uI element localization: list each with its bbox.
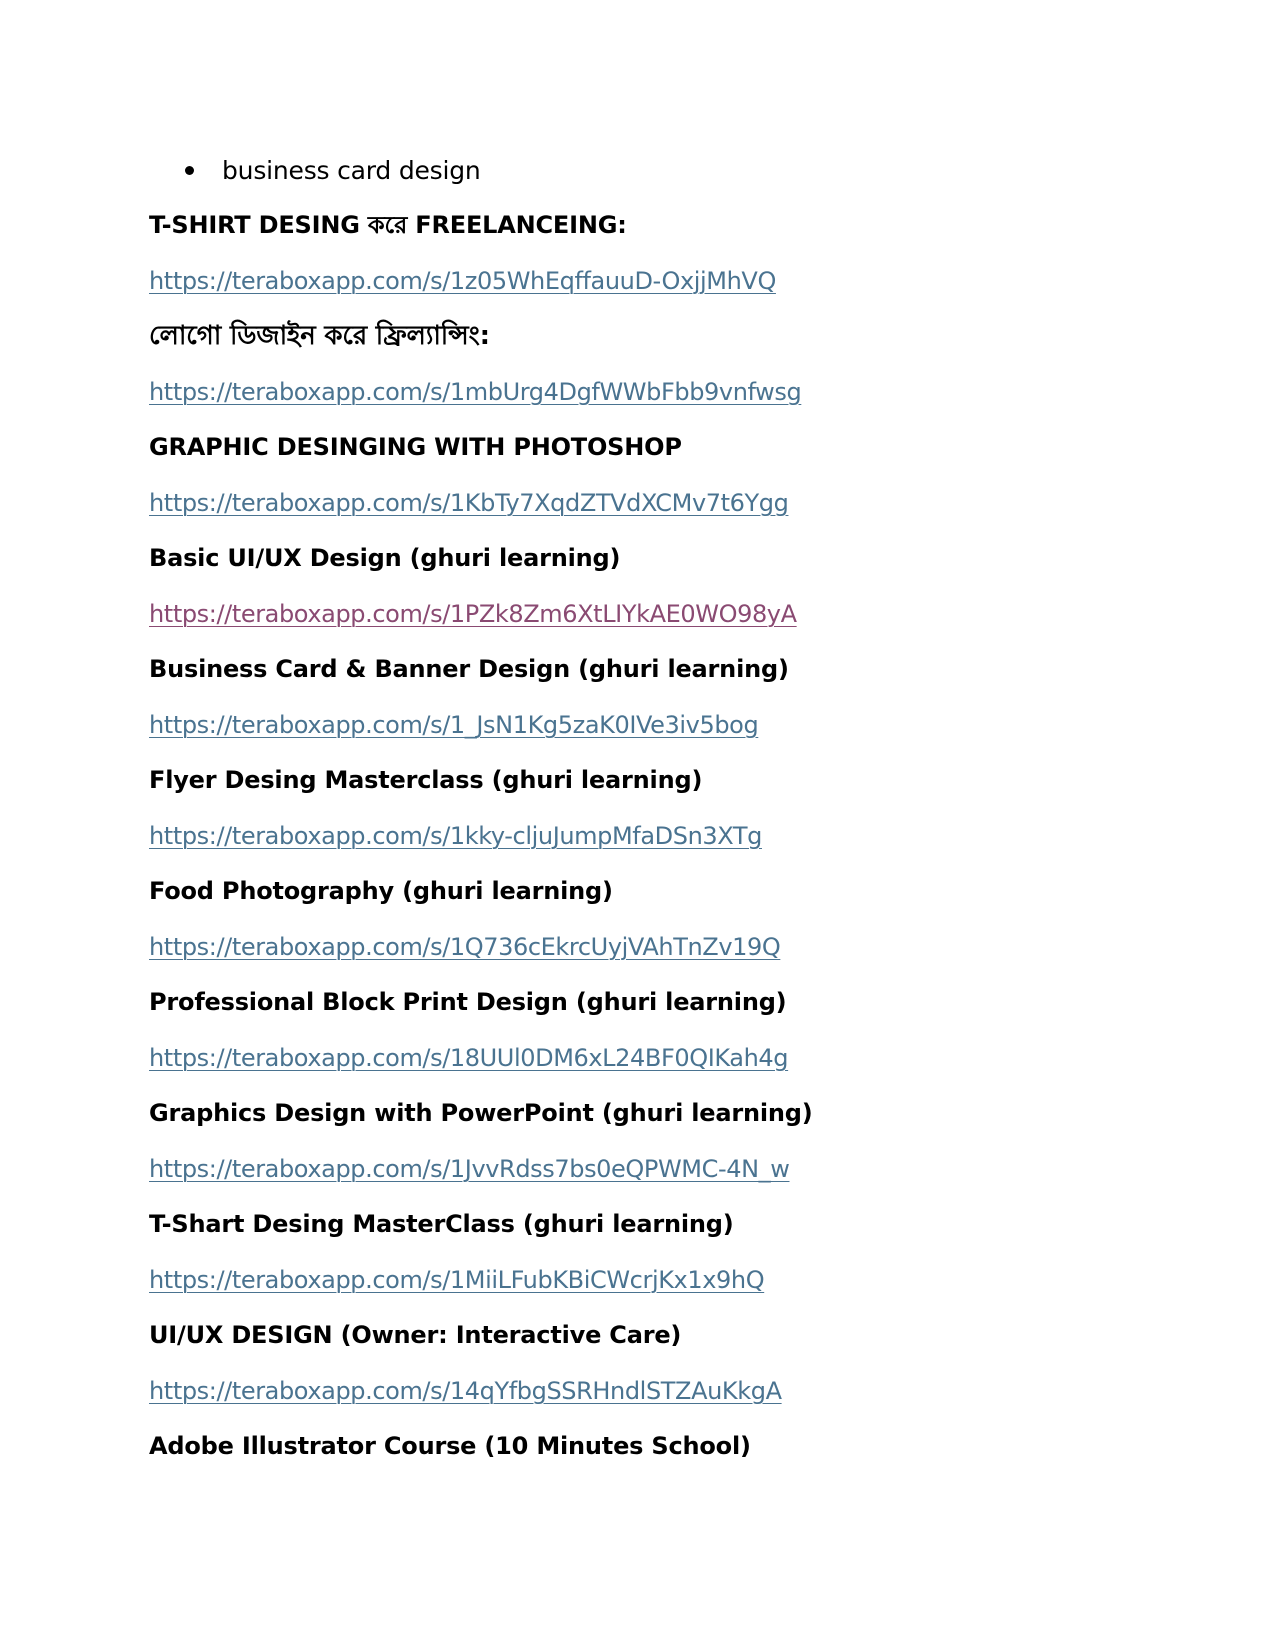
course-heading: Graphics Design with PowerPoint (ghuri learning)	[149, 1099, 813, 1127]
course-link[interactable]: https://teraboxapp.com/s/18UUl0DM6xL24BF0QIKah4g	[149, 1043, 789, 1072]
course-heading: Business Card & Banner Design (ghuri learning)	[149, 655, 789, 683]
course-link-row	[149, 587, 1229, 643]
course-link[interactable]: https://teraboxapp.com/s/1mbUrg4DgfWWbFbb9vnfwsg	[149, 377, 802, 406]
course-link[interactable]: https://teraboxapp.com/s/1_JsN1Kg5zaK0IVe3iv5bog	[149, 710, 759, 739]
course-link-row	[149, 1364, 1229, 1420]
course-link[interactable]: https://teraboxapp.com/s/1Q736cEkrcUyjVAhTnZv19Q	[149, 932, 781, 961]
course-link[interactable]: https://teraboxapp.com/s/1z05WhEqffauuD-OxjjMhVQ	[149, 266, 776, 295]
course-link[interactable]: https://teraboxapp.com/s/1PZk8Zm6XtLIYkAE0WO98yA	[149, 599, 797, 628]
course-link-row	[149, 698, 1229, 754]
course-heading: GRAPHIC DESINGING WITH PHOTOSHOP	[149, 433, 682, 461]
bullet-item-text: business card design	[222, 155, 481, 185]
course-link-row	[149, 1031, 1229, 1087]
course-heading: T-Shart Desing MasterClass (ghuri learning)	[149, 1210, 734, 1238]
bullet-icon	[185, 166, 194, 175]
course-link-list	[149, 198, 1229, 1475]
course-link-row	[149, 365, 1229, 421]
course-heading: Flyer Desing Masterclass (ghuri learning)	[149, 766, 703, 794]
course-link-row	[149, 809, 1229, 865]
course-heading: UI/UX DESIGN (Owner: Interactive Care)	[149, 1321, 682, 1349]
course-heading: Basic UI/UX Design (ghuri learning)	[149, 544, 621, 572]
course-link-row	[149, 920, 1229, 976]
course-link[interactable]: https://teraboxapp.com/s/14qYfbgSSRHndlSTZAuKkgA	[149, 1376, 782, 1405]
course-link-row	[149, 476, 1229, 532]
course-heading: লোগো ডিজাইন করে ফ্রিল্যান্সিং:	[149, 321, 490, 351]
course-link[interactable]: https://teraboxapp.com/s/1kky-cljuJumpMfaDSn3XTg	[149, 821, 762, 850]
course-heading: Professional Block Print Design (ghuri learning)	[149, 988, 787, 1016]
course-link[interactable]: https://teraboxapp.com/s/1JvvRdss7bs0eQPWMC-4N_w	[149, 1154, 790, 1183]
course-heading: T-SHIRT DESING করে FREELANCEING:	[149, 211, 627, 239]
course-link-row	[149, 1142, 1229, 1198]
course-link-row	[149, 254, 1229, 310]
course-link-row	[149, 1253, 1229, 1309]
course-heading: Food Photography (ghuri learning)	[149, 877, 613, 905]
course-link[interactable]: https://teraboxapp.com/s/1MiiLFubKBiCWcrjKx1x9hQ	[149, 1265, 765, 1294]
bullet-list-item	[185, 150, 481, 190]
course-heading: Adobe Illustrator Course (10 Minutes School)	[149, 1432, 751, 1460]
course-link[interactable]: https://teraboxapp.com/s/1KbTy7XqdZTVdXCMv7t6Ygg	[149, 488, 789, 517]
